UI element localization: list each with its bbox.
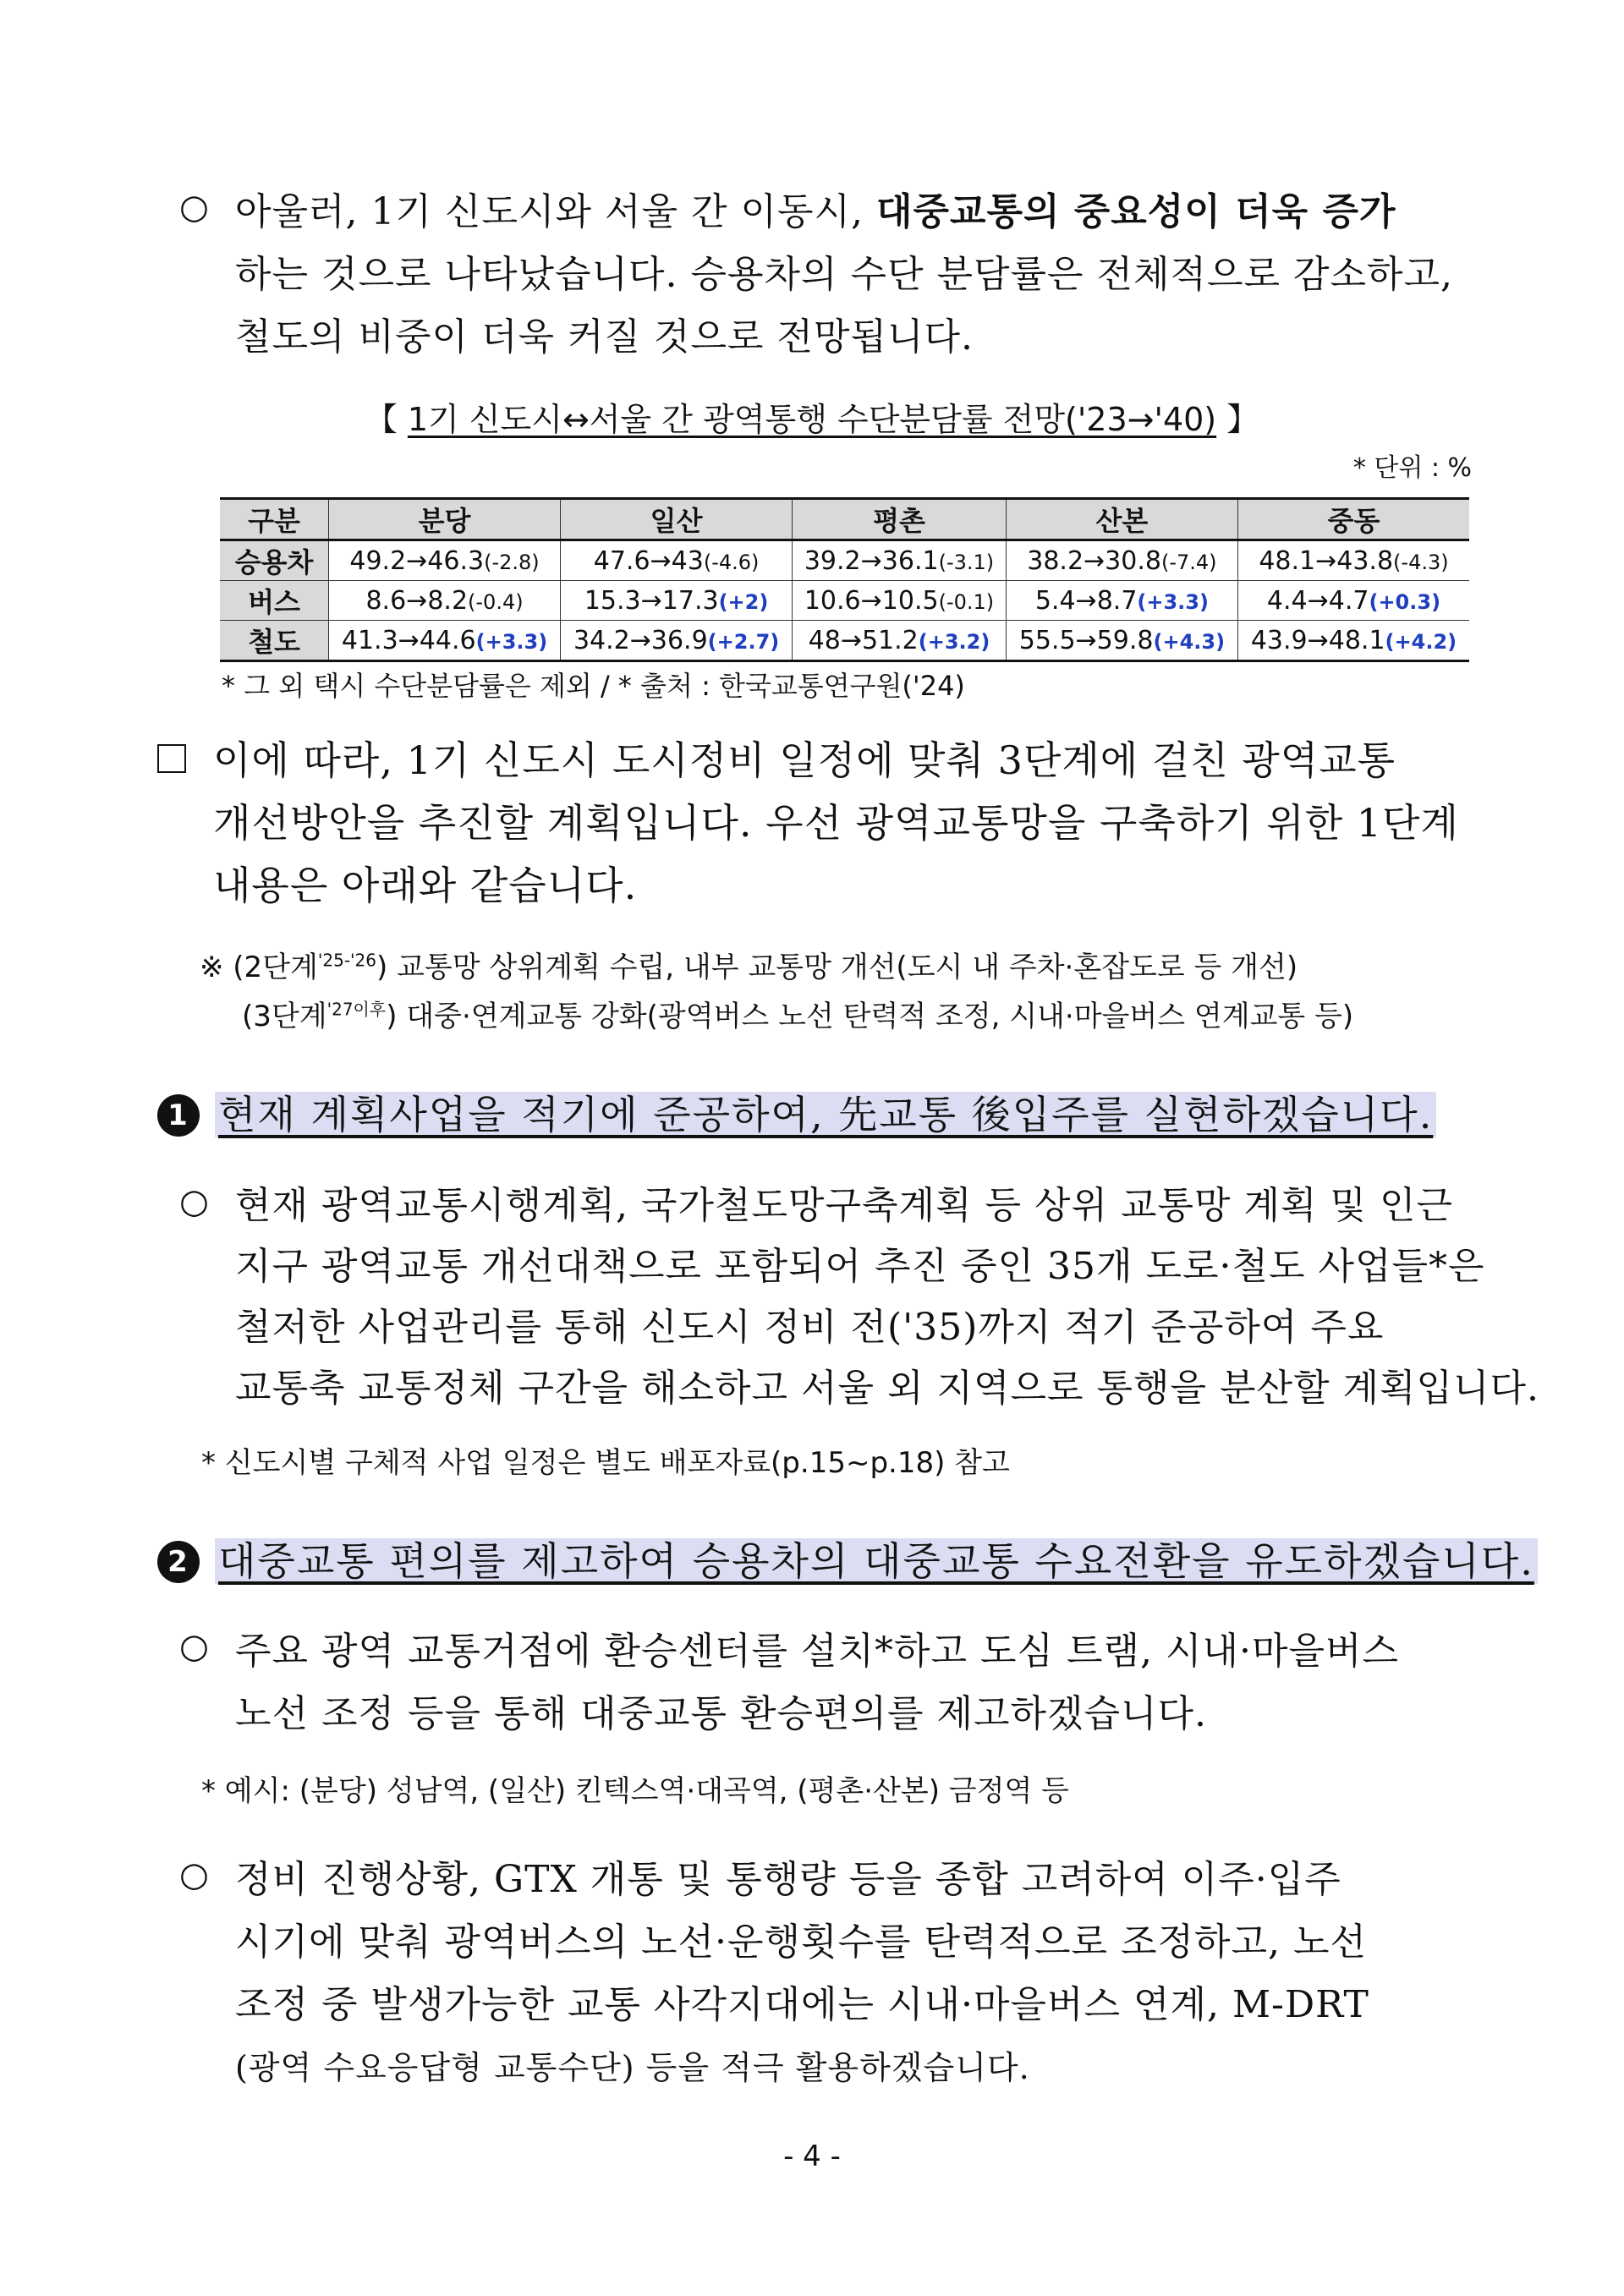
intro-line-1: 아울러, 1기 신도시와 서울 간 이동시, 대중교통의 중요성이 더욱 증가 bbox=[235, 190, 1396, 233]
header-cell: 중동 bbox=[1237, 499, 1469, 540]
cell-change: (-4.3) bbox=[1393, 550, 1449, 574]
table-cell bbox=[329, 621, 561, 661]
section1-line-1: 현재 광역교통시행계획, 국가철도망구축계획 등 상위 교통망 계획 및 인근 bbox=[235, 1184, 1453, 1227]
plan-line-2: 개선방안을 추진할 계획입니다. 우선 광역교통망을 구축하기 위한 1단계 bbox=[213, 800, 1459, 846]
cell-value: 5.4→8.7 bbox=[1034, 585, 1138, 616]
bullet-circle: ○ bbox=[179, 1627, 209, 1666]
table-cell bbox=[1237, 540, 1469, 581]
cell-change: (+3.3) bbox=[475, 629, 548, 654]
bullet-circle: ○ bbox=[179, 188, 209, 227]
cell-value: 8.6→8.2 bbox=[365, 585, 469, 616]
cell-value: 10.6→10.5 bbox=[804, 585, 939, 616]
table-cell bbox=[1006, 540, 1237, 581]
cell-value: 41.3→44.6 bbox=[341, 625, 476, 655]
table-cell bbox=[1006, 621, 1237, 661]
table-cell bbox=[561, 581, 793, 621]
intro-line-2: 하는 것으로 나타났습니다. 승용차의 수단 분담률은 전체적으로 감소하고, bbox=[235, 253, 1453, 296]
section2-heading bbox=[157, 1531, 1538, 1586]
cell-change: (-0.4) bbox=[468, 589, 524, 614]
section2-b1-line-2: 노선 조정 등을 통해 대중교통 환승편의를 제고하겠습니다. bbox=[235, 1692, 1207, 1735]
table-cell bbox=[1237, 581, 1469, 621]
bullet-circle: ○ bbox=[179, 1182, 209, 1221]
row-label: 철도 bbox=[220, 621, 329, 661]
number-badge-icon: 2 bbox=[157, 1541, 200, 1583]
cell-change: (+4.2) bbox=[1385, 629, 1457, 654]
cell-value: 47.6→43 bbox=[593, 545, 704, 576]
section2-title: 대중교통 편의를 제고하여 승용차의 대중교통 수요전환을 유도하겠습니다. bbox=[215, 1538, 1538, 1584]
table-row bbox=[220, 581, 1469, 621]
cell-value: 15.3→17.3 bbox=[584, 585, 719, 616]
section2-b2-line-3: 조정 중 발생가능한 교통 사각지대에는 시내·마을버스 연계, M-DRT bbox=[235, 1983, 1369, 2026]
header-cell: 일산 bbox=[561, 499, 793, 540]
section1-line-2: 지구 광역교통 개선대책으로 포함되어 추진 중인 35개 도로·철도 사업들*은 bbox=[235, 1245, 1485, 1288]
plan-paragraph bbox=[213, 729, 1470, 917]
section1-line-3: 철저한 사업관리를 통해 신도시 정비 전('35)까지 적기 준공하여 주요 bbox=[235, 1306, 1385, 1349]
table-row bbox=[220, 540, 1469, 581]
cell-change: (-2.8) bbox=[484, 550, 540, 574]
section2-b2-line-2: 시기에 맞춰 광역버스의 노선·운행횟수를 탄력적으로 조정하고, 노선 bbox=[235, 1921, 1367, 1964]
intro-line-3: 철도의 비중이 더욱 커질 것으로 전망됩니다. bbox=[235, 315, 974, 359]
cell-value: 55.5→59.8 bbox=[1018, 625, 1154, 655]
table-row bbox=[220, 621, 1469, 661]
cell-change: (-7.4) bbox=[1160, 550, 1217, 574]
checkbox-square-icon bbox=[157, 744, 186, 773]
section2-b2-line-1: 정비 진행상황, GTX 개통 및 통행량 등을 종합 고려하여 이주·입주 bbox=[235, 1858, 1341, 1901]
cell-change: (-0.1) bbox=[938, 589, 995, 614]
header-cell: 평촌 bbox=[793, 499, 1007, 540]
header-cell: 분당 bbox=[329, 499, 561, 540]
table-cell bbox=[1237, 621, 1469, 661]
cell-value: 48.1→43.8 bbox=[1259, 545, 1394, 576]
cell-change: (+3.3) bbox=[1137, 589, 1209, 614]
plan-line-3: 내용은 아래와 같습니다. bbox=[213, 863, 638, 908]
plan-line-1: 이에 따라, 1기 신도시 도시정비 일정에 맞춰 3단계에 걸친 광역교통 bbox=[213, 737, 1396, 783]
page-number: - 4 - bbox=[783, 2140, 841, 2173]
cell-change: (+4.3) bbox=[1153, 629, 1226, 654]
cell-value: 34.2→36.9 bbox=[573, 625, 708, 655]
number-badge-icon: 1 bbox=[157, 1094, 200, 1137]
table-title: 【 1기 신도시↔서울 간 광역통행 수단분담률 전망('23→'40) 】 bbox=[365, 401, 1259, 438]
bullet-circle: ○ bbox=[179, 1855, 209, 1894]
cell-change: (-4.6) bbox=[703, 550, 760, 574]
table-cell bbox=[561, 621, 793, 661]
cell-change: (+3.2) bbox=[918, 629, 990, 654]
table-footnote: * 그 외 택시 수단분담률은 제외 / * 출처 : 한국교통연구원('24) bbox=[222, 670, 965, 702]
table-cell bbox=[329, 581, 561, 621]
row-label: 승용차 bbox=[220, 540, 329, 581]
table-cell bbox=[793, 621, 1007, 661]
section2-footnote: * 예시: (분당) 성남역, (일산) 킨텍스역·대곡역, (평촌·산본) 금정역 등 bbox=[201, 1774, 1069, 1808]
cell-change: (+2) bbox=[718, 589, 769, 614]
cell-value: 38.2→30.8 bbox=[1027, 545, 1161, 576]
cell-change: (-3.1) bbox=[938, 550, 995, 574]
header-cell: 구분 bbox=[220, 499, 329, 540]
mode-share-table bbox=[220, 497, 1469, 662]
table-cell bbox=[1006, 581, 1237, 621]
section1-paragraph bbox=[235, 1175, 1539, 1419]
stage2-note: ※ (2단계$^{'25-'26}$) 교통망 상위계획 수립, 내부 교통망 개선(도시 내 주차·혼잡도로 등 개선) bbox=[200, 950, 1298, 984]
cell-value: 49.2→46.3 bbox=[349, 545, 485, 576]
table-cell bbox=[561, 540, 793, 581]
section1-heading bbox=[157, 1084, 1436, 1140]
section1-footnote: * 신도시별 구체적 사업 일정은 별도 배포자료(p.15~p.18) 참고 bbox=[201, 1446, 1010, 1480]
cell-change: (+0.3) bbox=[1369, 589, 1441, 614]
cell-change: (+2.7) bbox=[707, 629, 780, 654]
table-cell bbox=[793, 581, 1007, 621]
section1-title: 현재 계획사업을 적기에 준공하여, 先교통 後입주를 실현하겠습니다. bbox=[215, 1092, 1436, 1137]
table-body bbox=[220, 540, 1469, 661]
cell-value: 4.4→4.7 bbox=[1266, 585, 1369, 616]
row-label: 버스 bbox=[220, 581, 329, 621]
intro-paragraph bbox=[235, 181, 1470, 369]
section2-paragraph-1 bbox=[235, 1620, 1470, 1745]
section2-b2-line-4: (광역 수요응답형 교통수단) 등을 적극 활용하겠습니다. bbox=[235, 2049, 1030, 2086]
table-cell bbox=[329, 540, 561, 581]
section2-paragraph-2 bbox=[235, 1849, 1470, 2099]
table-header-row bbox=[220, 499, 1469, 540]
cell-value: 48→51.2 bbox=[808, 625, 919, 655]
table-unit: * 단위 : % bbox=[1352, 453, 1472, 483]
section2-b1-line-1: 주요 광역 교통거점에 환승센터를 설치*하고 도심 트램, 시내·마을버스 bbox=[235, 1630, 1399, 1673]
header-cell: 산본 bbox=[1006, 499, 1237, 540]
section1-line-4: 교통축 교통정체 구간을 해소하고 서울 외 지역으로 통행을 분산할 계획입니다. bbox=[235, 1367, 1539, 1410]
cell-value: 43.9→48.1 bbox=[1250, 625, 1385, 655]
cell-value: 39.2→36.1 bbox=[804, 545, 939, 576]
stage3-note: (3단계$^{'27이후}$) 대중·연계교통 강화(광역버스 노선 탄력적 조정, 시내·마을버스 연계교통 등) bbox=[242, 999, 1354, 1033]
table-cell bbox=[793, 540, 1007, 581]
